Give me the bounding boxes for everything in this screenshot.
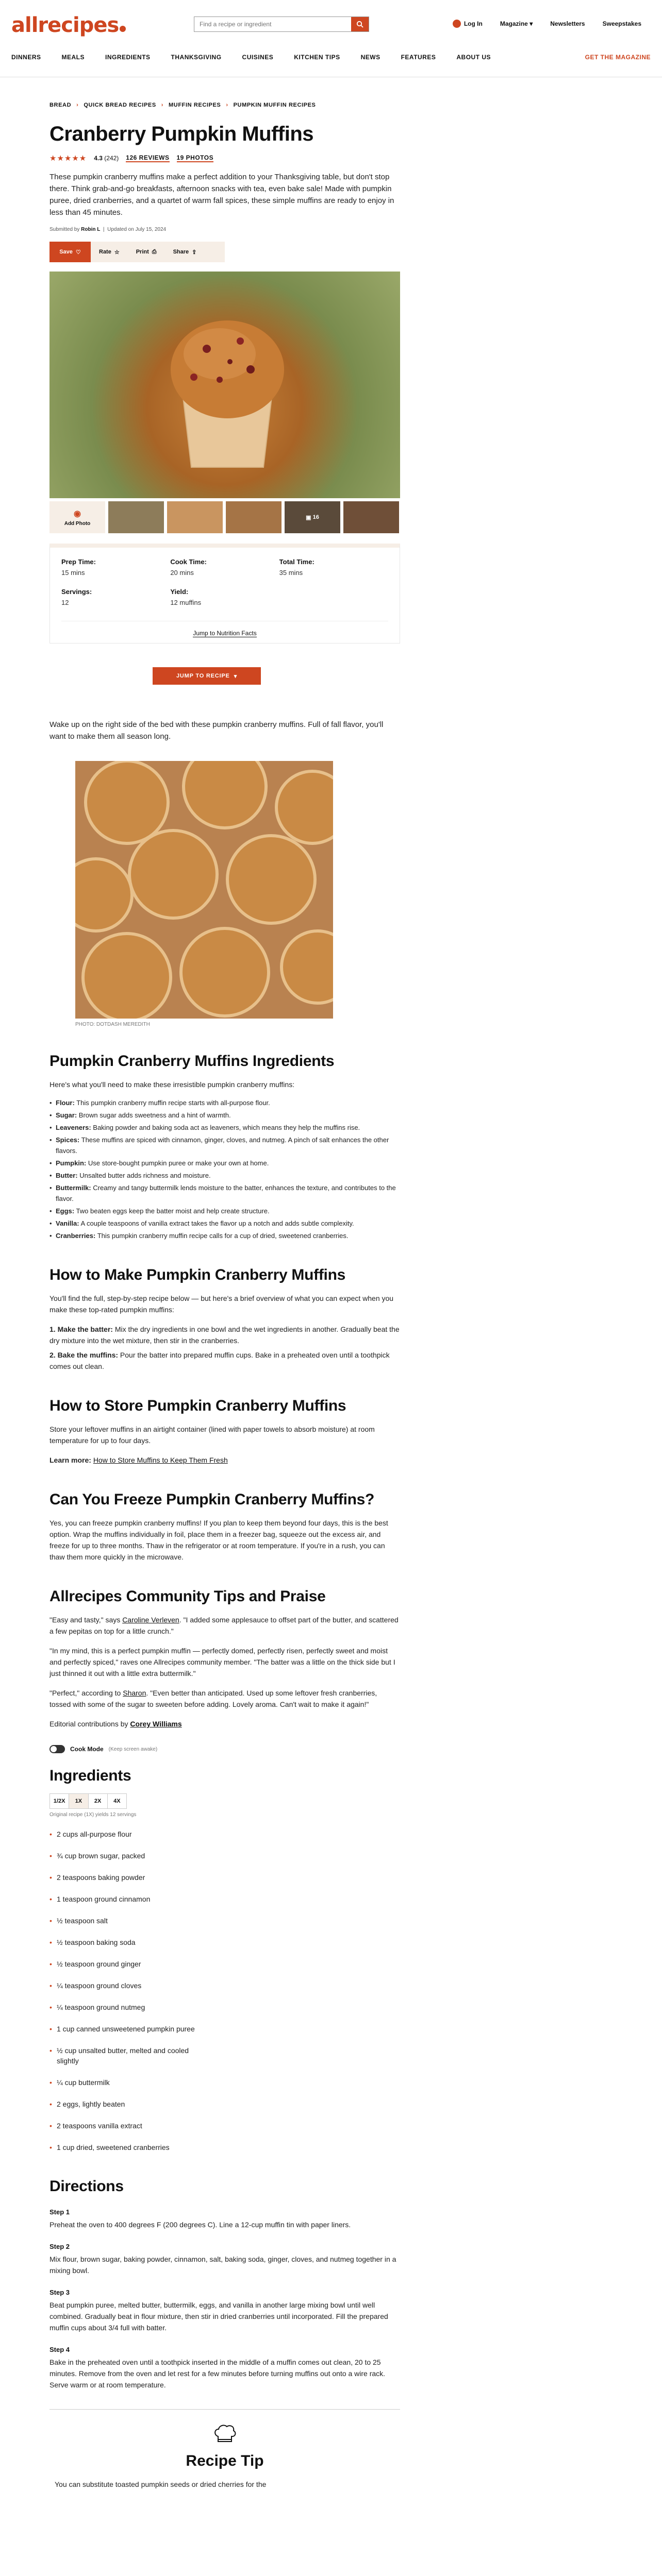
- breadcrumb-separator: ›: [161, 102, 164, 108]
- search-button[interactable]: [351, 17, 369, 31]
- print-button[interactable]: Print ⎙: [136, 248, 157, 255]
- header-links: [453, 20, 641, 28]
- nav-news[interactable]: NEWS: [360, 54, 380, 61]
- hero-image[interactable]: [49, 272, 400, 498]
- breadcrumb-pumpkin-muffin[interactable]: PUMPKIN MUFFIN RECIPES: [233, 102, 316, 108]
- recipe-tip-box: [49, 2409, 400, 2488]
- photo-thumbnail[interactable]: [343, 501, 399, 533]
- list-item: • Eggs: Two beaten eggs keep the batter moist and help create structure.: [49, 1206, 400, 1216]
- login-link[interactable]: Log In: [453, 20, 483, 28]
- search-bar: [194, 16, 369, 32]
- direction-step: Step 3 Beat pumpkin puree, melted butter, buttermilk, eggs, and vanilla in another large mixing bowl until well combined. Gradually beat in flour mixture, then stir in dried cranberries until incorporated. Fill the prepared muffin cups about 3/4 full with batter.: [49, 2289, 388, 2332]
- list-item: • Spices: These muffins are spiced with cinnamon, ginger, cloves, and nutmeg. A pinch of salt enhances the other flavors.: [49, 1134, 400, 1156]
- byline: Submitted by Robin L | Updated on July 15, 2024: [49, 227, 167, 232]
- list-item: • Flour: This pumpkin cranberry muffin recipe starts with all-purpose flour.: [49, 1097, 400, 1108]
- share-icon: ⇪: [192, 249, 197, 256]
- ingredient-item: • 2 teaspoons vanilla extract: [49, 2121, 204, 2131]
- site-header: [0, 0, 662, 77]
- direction-step: Step 4 Bake in the preheated oven until a toothpick inserted in the middle of a muffin comes out clean, 20 to 25 minutes. Remove from the oven and let rest for a few minutes before turning muffins out onto a wire rack. Serve warm or at room temperature.: [49, 2346, 386, 2389]
- nav-ingredients[interactable]: INGREDIENTS: [105, 54, 151, 61]
- more-photos-thumbnail[interactable]: ▣ 16: [285, 501, 340, 533]
- review-quote: "Easy and tasty," says Caroline Verleven. "I added some applesauce to offset part of the butter, and scattered a few pepitas on top for a little crunch.": [49, 1616, 399, 1635]
- breadcrumb-separator: ›: [226, 102, 228, 108]
- search-icon: [356, 21, 363, 28]
- reviews-link[interactable]: 126 REVIEWS: [126, 154, 170, 161]
- add-photo-button[interactable]: ◉ Add Photo: [49, 501, 105, 533]
- servings-label: Servings:: [61, 588, 92, 596]
- nav-kitchen-tips[interactable]: KITCHEN TIPS: [294, 54, 340, 61]
- photos-link[interactable]: 19 PHOTOS: [176, 154, 214, 161]
- scale-2x-button[interactable]: 2X: [89, 1794, 108, 1808]
- camera-icon: ◉: [74, 509, 81, 518]
- how-to-make-lead: You'll find the full, step-by-step recipe below — but here's a brief overview of what you can expect when you make these top-rated pumpkin muffins:: [49, 1294, 394, 1314]
- list-item: • Leaveners: Baking powder and baking soda act as leaveners, which means they help the muffins rise.: [49, 1122, 400, 1133]
- prep-time-label: Prep Time:: [61, 558, 96, 566]
- ingredient-item: • ½ cup unsalted butter, melted and cooled slightly: [49, 2045, 204, 2066]
- review-quote: "Perfect," according to Sharon. "Even better than anticipated. Used up some leftover fresh cranberries, tossed with some of the sugar to sweeten before adding. Lovely aroma. Can't wait to make it again!": [49, 1689, 377, 1708]
- ingredients-overview-lead: Here's what you'll need to make these irresistible pumpkin cranberry muffins:: [49, 1080, 295, 1089]
- how-to-store-text: Store your leftover muffins in an airtight container (lined with paper towels to absorb moisture) at room temperature for up to four days.: [49, 1425, 375, 1445]
- ingredient-item: • 2 cups all-purpose flour: [49, 1829, 204, 1839]
- cook-time-label: Cook Time:: [170, 558, 207, 566]
- star-rating[interactable]: ★★★★★: [49, 154, 87, 163]
- photo-thumbnail[interactable]: [226, 501, 282, 533]
- chef-hat-icon: [213, 2424, 237, 2445]
- yield-value: 12 muffins: [170, 599, 202, 606]
- editorial-credit: Editorial contributions by Corey Williams: [49, 1720, 182, 1728]
- yield-label: Yield:: [170, 588, 189, 596]
- cook-mode: Cook Mode (Keep screen awake): [49, 1745, 400, 1753]
- reviewer-link[interactable]: Sharon: [123, 1689, 146, 1697]
- recipe-actions: [49, 242, 225, 262]
- cook-mode-toggle[interactable]: [49, 1745, 65, 1753]
- photo-thumbnail[interactable]: [167, 501, 223, 533]
- direction-step: Step 1 Preheat the oven to 400 degrees F (200 degrees C). Line a 12-cup muffin tin with paper liners.: [49, 2208, 351, 2229]
- ingredient-item: • 2 eggs, lightly beaten: [49, 2099, 204, 2109]
- save-button[interactable]: Save ♡: [49, 242, 91, 262]
- direction-step: Step 2 Mix flour, brown sugar, baking powder, cinnamon, salt, baking soda, ginger, cloves, and nutmeg together in a mixing bowl.: [49, 2243, 396, 2275]
- site-logo[interactable]: allrecipes: [11, 13, 126, 37]
- overview-step-2: 2. Bake the muffins: Pour the batter into prepared muffin cups. Bake in a preheated oven until a toothpick comes out clean.: [49, 1351, 390, 1370]
- author-link[interactable]: Robin L: [81, 227, 101, 232]
- ingredients-heading: Ingredients: [49, 1767, 131, 1784]
- ingredient-item: • ½ teaspoon salt: [49, 1916, 204, 1926]
- ingredient-item: • ¼ cup buttermilk: [49, 2077, 204, 2088]
- breadcrumb-separator: ›: [76, 102, 79, 108]
- muffins-tray-illustration: [75, 761, 333, 1019]
- main-nav: [11, 54, 651, 61]
- list-item: • Butter: Unsalted butter adds richness and moisture.: [49, 1170, 400, 1181]
- photo-thumbnail[interactable]: [108, 501, 164, 533]
- list-item: • Cranberries: This pumpkin cranberry muffin recipe calls for a cup of dried, sweetened cranberries.: [49, 1230, 400, 1241]
- heart-icon: ♡: [75, 249, 81, 256]
- cook-time-value: 20 mins: [170, 569, 194, 577]
- nav-thanksgiving[interactable]: THANKSGIVING: [171, 54, 222, 61]
- ingredient-item: • ¼ teaspoon ground nutmeg: [49, 2002, 204, 2012]
- ingredient-item: • ½ teaspoon baking soda: [49, 1937, 204, 1947]
- nav-meals[interactable]: MEALS: [61, 54, 85, 61]
- scale-1x-button[interactable]: 1X: [69, 1794, 88, 1808]
- list-item: • Buttermilk: Creamy and tangy buttermilk lends moisture to the batter, enhances the texture, and contributes to the flavor.: [49, 1182, 400, 1204]
- main-content: [0, 77, 662, 2488]
- intro-text: Wake up on the right side of the bed with these pumpkin cranberry muffins. Full of fall flavor, you'll want to make them all season long.: [49, 720, 384, 741]
- ingredient-item: • 1 cup canned unsweetened pumpkin puree: [49, 2024, 204, 2034]
- nav-about-us[interactable]: ABOUT US: [456, 54, 491, 61]
- camera-icon: ▣: [306, 514, 311, 521]
- reviewer-link[interactable]: Caroline Verleven: [122, 1616, 179, 1624]
- rating-score: 4.3 (242): [94, 155, 119, 162]
- article-column: [49, 102, 400, 2488]
- breadcrumb-muffin[interactable]: MUFFIN RECIPES: [169, 102, 221, 108]
- ingredient-item: • ¾ cup brown sugar, packed: [49, 1851, 204, 1861]
- overview-step-1: 1. Make the batter: Mix the dry ingredients in one bowl and the wet ingredients in another. Gradually beat the dry mixture into the wet mixture, then stir in the cranberries.: [49, 1325, 400, 1345]
- total-time-label: Total Time:: [279, 558, 315, 566]
- list-item: • Pumpkin: Use store-bought pumpkin puree or make your own at home.: [49, 1158, 400, 1168]
- ingredient-list: [49, 1829, 400, 2153]
- servings-scaler: [49, 1793, 127, 1809]
- nav-dinners[interactable]: DINNERS: [11, 54, 41, 61]
- nutrition-link[interactable]: Jump to Nutrition Facts: [193, 630, 257, 637]
- store-muffins-link[interactable]: How to Store Muffins to Keep Them Fresh: [93, 1456, 228, 1464]
- jump-to-recipe-button[interactable]: JUMP TO RECIPE ▾: [153, 667, 261, 685]
- servings-value: 12: [61, 599, 69, 606]
- page-title: Cranberry Pumpkin Muffins: [49, 123, 314, 145]
- review-quote: "In my mind, this is a perfect pumpkin muffin — perfectly domed, perfectly risen, perfectly sweet and moist and perfectly spiced," raves one Allrecipes community member. "The batter was a little on the thick side but I just thinned it out with a little extra buttermilk.": [49, 1647, 395, 1677]
- total-time-value: 35 mins: [279, 569, 303, 577]
- ingredient-item: • ¼ teaspoon ground cloves: [49, 1980, 204, 1991]
- logo-dot: [120, 26, 126, 32]
- share-button[interactable]: Share ⇪: [173, 249, 197, 256]
- muffins-photo[interactable]: [75, 761, 333, 1019]
- sweepstakes-link[interactable]: Sweepstakes: [602, 20, 641, 27]
- freeze-text: Yes, you can freeze pumpkin cranberry muffins! If you plan to keep them beyond four days, this is the best option. Wrap the muffins individually in foil, place them in a freezer bag, squeeze out the excess air, and freeze for up to three months. Thaw in the refrigerator or at room temperature. If you're in a rush, you can thaw them more quickly in the microwave.: [49, 1519, 388, 1561]
- ingredients-overview-list: [49, 1097, 400, 1241]
- get-magazine-link[interactable]: GET THE MAGAZINE: [585, 54, 651, 61]
- community-tips-heading: Allrecipes Community Tips and Praise: [49, 1588, 326, 1605]
- photo-thumbnails: [49, 501, 400, 533]
- recipe-tip-text: You can substitute toasted pumpkin seeds or dried cherries for the: [55, 2480, 267, 2488]
- muffin-illustration: [158, 292, 297, 478]
- directions-heading: Directions: [49, 2178, 124, 2195]
- recipe-details: [49, 544, 400, 643]
- breadcrumb: [49, 102, 400, 108]
- ingredient-item: • ½ teaspoon ground ginger: [49, 1959, 204, 1969]
- ingredients-overview-heading: Pumpkin Cranberry Muffins Ingredients: [49, 1053, 335, 1070]
- ingredient-item: • 2 teaspoons baking powder: [49, 1872, 204, 1883]
- nav-cuisines[interactable]: CUISINES: [242, 54, 274, 61]
- nav-features[interactable]: FEATURES: [401, 54, 436, 61]
- prep-time-value: 15 mins: [61, 569, 85, 577]
- print-icon: ⎙: [152, 248, 157, 255]
- learn-more-line: Learn more: How to Store Muffins to Keep Them Fresh: [49, 1456, 228, 1464]
- rating-row: [49, 154, 400, 163]
- how-to-store-heading: How to Store Pumpkin Cranberry Muffins: [49, 1397, 346, 1414]
- breadcrumb-quick-bread[interactable]: QUICK BREAD RECIPES: [84, 102, 156, 108]
- list-item: • Sugar: Brown sugar adds sweetness and a hint of warmth.: [49, 1110, 400, 1121]
- magazine-link[interactable]: Magazine ▾: [500, 20, 533, 27]
- freeze-heading: Can You Freeze Pumpkin Cranberry Muffins?: [49, 1491, 375, 1508]
- editor-link[interactable]: Corey Williams: [130, 1720, 182, 1728]
- ingredient-item: • 1 cup dried, sweetened cranberries: [49, 2142, 204, 2153]
- list-item: • Vanilla: A couple teaspoons of vanilla extract takes the flavor up a notch and adds subtle complexity.: [49, 1218, 400, 1229]
- star-icon: ☆: [114, 249, 120, 256]
- yield-note: Original recipe (1X) yields 12 servings: [49, 1812, 137, 1818]
- search-input[interactable]: [194, 17, 351, 31]
- scale-half-button[interactable]: 1/2X: [50, 1794, 69, 1808]
- recipe-tip-heading: Recipe Tip: [186, 2452, 264, 2469]
- user-icon: [453, 20, 461, 28]
- how-to-make-heading: How to Make Pumpkin Cranberry Muffins: [49, 1266, 345, 1283]
- breadcrumb-bread[interactable]: BREAD: [49, 102, 72, 108]
- photo-credit: PHOTO: DOTDASH MEREDITH: [75, 1022, 150, 1027]
- ingredient-item: • 1 teaspoon ground cinnamon: [49, 1894, 204, 1904]
- recipe-summary: These pumpkin cranberry muffins make a perfect addition to your Thanksgiving table, but don't stop there. Think grab-and-go breakfasts, afternoon snacks with tea, even bake sale! Made with pumpkin puree, dried cranberries, and a quartet of warm fall spices, these simple muffins are ready to enjoy in less than 45 minutes.: [49, 173, 394, 217]
- rate-button[interactable]: Rate ☆: [99, 249, 120, 256]
- chevron-down-icon: ▾: [234, 673, 238, 680]
- chevron-down-icon: ▾: [529, 20, 533, 27]
- newsletters-link[interactable]: Newsletters: [550, 20, 585, 27]
- scale-4x-button[interactable]: 4X: [113, 1798, 121, 1804]
